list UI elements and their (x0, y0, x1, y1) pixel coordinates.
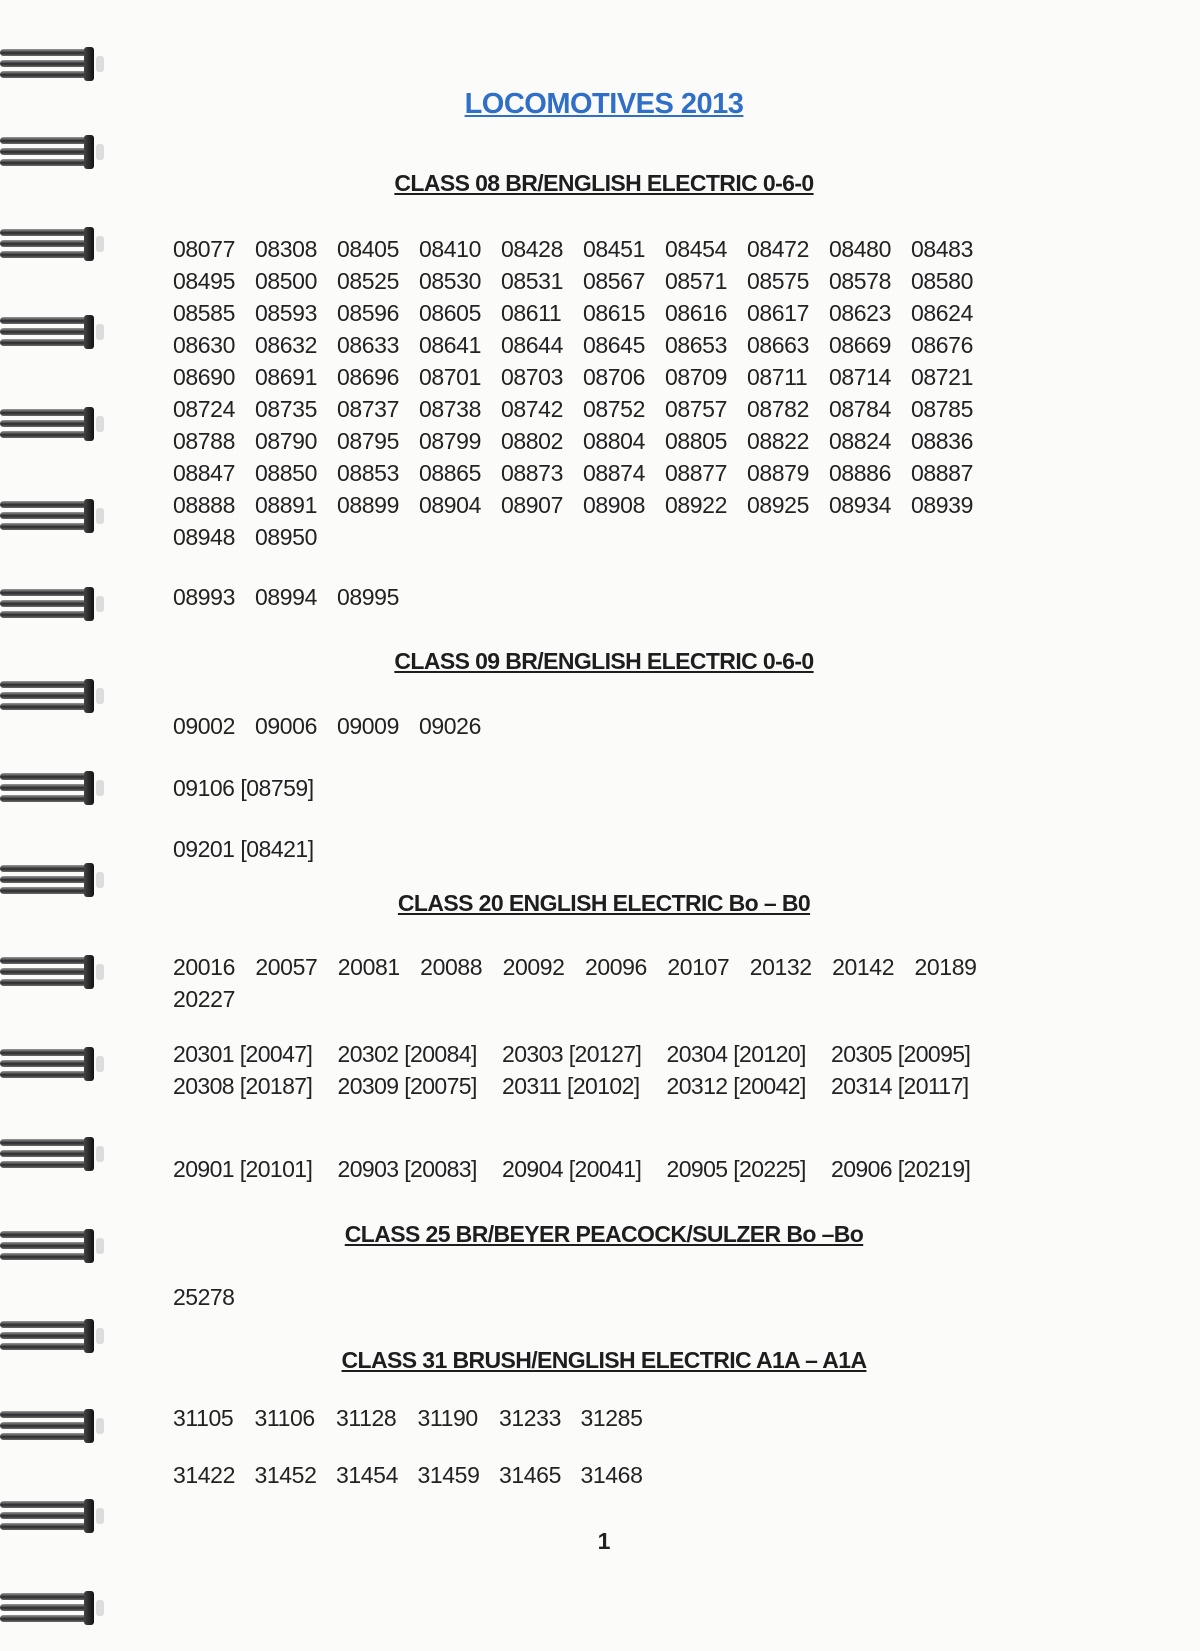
loco-number: 08701 (419, 364, 481, 390)
loco-number: 31106 (254, 1405, 315, 1431)
loco-number: 08571 (665, 268, 727, 294)
loco-number: 08742 (501, 396, 563, 422)
loco-number: 08593 (255, 300, 317, 326)
loco-number: 08737 (337, 396, 399, 422)
loco-number: 09002 (173, 713, 235, 739)
loco-number: 08567 (583, 268, 645, 294)
loco-number: 08711 (747, 364, 808, 390)
loco-number: 08714 (829, 364, 891, 390)
loco-number: 08611 (501, 300, 562, 326)
loco-number: 08531 (501, 268, 563, 294)
loco-number: 08822 (747, 428, 809, 454)
class-20-heading: CLASS 20 ENGLISH ELECTRIC Bo – B0 (397, 890, 811, 916)
binding-ring (0, 225, 96, 261)
loco-number: 08596 (337, 300, 399, 326)
loco-number: 31105 (173, 1405, 234, 1431)
loco-number: 08410 (419, 236, 481, 262)
loco-number: 08853 (337, 460, 399, 486)
binding-ring (0, 133, 96, 169)
loco-number: 08623 (829, 300, 891, 326)
loco-number: 08995 (337, 584, 399, 610)
loco-number: 08495 (173, 268, 235, 294)
loco-number: 20308 [20187] (173, 1073, 313, 1099)
loco-number: 31285 (580, 1405, 643, 1431)
binding-ring (0, 313, 96, 349)
loco-number: 08663 (747, 332, 809, 358)
loco-number: 20903 [20083] (337, 1156, 477, 1182)
loco-number: 20081 (337, 954, 400, 980)
loco-number: 08530 (419, 268, 481, 294)
loco-number: 08993 (173, 584, 235, 610)
loco-number: 08721 (911, 364, 973, 390)
binding-ring (0, 405, 96, 441)
loco-number: 08525 (337, 268, 399, 294)
loco-number: 20904 [20041] (502, 1156, 642, 1182)
loco-number: 31452 (254, 1462, 317, 1488)
loco-number: 08077 (173, 236, 235, 262)
loco-number: 08904 (419, 492, 481, 518)
class-31-number-row-2 (173, 1461, 662, 1489)
loco-number: 08795 (337, 428, 399, 454)
page-number: 1 (597, 1528, 611, 1554)
loco-number: 08690 (173, 364, 235, 390)
loco-number: 08483 (911, 236, 973, 262)
loco-number: 20301 [20047] (173, 1041, 313, 1067)
loco-number: 08500 (255, 268, 317, 294)
loco-number: 08738 (419, 396, 481, 422)
loco-number: 08847 (173, 460, 235, 486)
class-08-heading: CLASS 08 BR/ENGLISH ELECTRIC 0-6-0 (394, 170, 814, 196)
loco-number: 08802 (501, 428, 563, 454)
loco-number: 31422 (173, 1462, 235, 1488)
loco-number: 31190 (417, 1405, 478, 1431)
loco-number: 08782 (747, 396, 809, 422)
loco-number: 08950 (255, 524, 317, 550)
class-09-number-list (173, 712, 993, 740)
loco-number: 08735 (255, 396, 317, 422)
loco-number: 08616 (665, 300, 727, 326)
loco-number: 08575 (747, 268, 809, 294)
loco-number: 08624 (911, 300, 973, 326)
loco-number: 08922 (665, 492, 727, 518)
loco-number: 20312 [20042] (666, 1073, 806, 1099)
loco-number: 20016 (173, 954, 235, 980)
loco-number: 08899 (337, 492, 399, 518)
loco-number: 08939 (911, 492, 973, 518)
loco-number: 08887 (911, 460, 973, 486)
binding-ring (0, 677, 96, 713)
class-08-number-grid (173, 235, 993, 551)
loco-number: 20088 (420, 954, 483, 980)
loco-number: 08615 (583, 300, 645, 326)
loco-number: 08934 (829, 492, 891, 518)
loco-number: 08785 (911, 396, 973, 422)
loco-number: 08994 (255, 584, 317, 610)
spiral-binding (0, 0, 110, 1651)
loco-number: 08633 (337, 332, 399, 358)
loco-number: 20905 [20225] (666, 1156, 806, 1182)
loco-number: 08605 (419, 300, 481, 326)
class-08-extra-numbers (173, 583, 993, 611)
loco-number: 08706 (583, 364, 645, 390)
class-20-renumbered-grid (173, 1040, 996, 1100)
loco-number: 08405 (337, 236, 399, 262)
loco-number: 20303 [20127] (502, 1041, 642, 1067)
loco-number: 31233 (499, 1405, 561, 1431)
loco-number: 08790 (255, 428, 317, 454)
loco-number: 08578 (829, 268, 891, 294)
loco-number: 20311 [20102] (502, 1073, 640, 1099)
loco-number: 08709 (665, 364, 727, 390)
loco-number: 08724 (173, 396, 235, 422)
loco-number: 08617 (747, 300, 809, 326)
binding-ring (0, 1589, 96, 1625)
loco-number: 08757 (665, 396, 727, 422)
loco-number: 31459 (417, 1462, 480, 1488)
binding-ring (0, 45, 96, 81)
class-09-heading: CLASS 09 BR/ENGLISH ELECTRIC 0-6-0 (394, 648, 814, 674)
binding-ring (0, 1045, 96, 1081)
loco-number: 08874 (583, 460, 645, 486)
loco-number: 08451 (583, 236, 645, 262)
loco-number: 08676 (911, 332, 973, 358)
loco-number: 20304 [20120] (666, 1041, 806, 1067)
loco-number: 09009 (337, 713, 399, 739)
loco-number: 08691 (255, 364, 317, 390)
loco-number: 08645 (583, 332, 645, 358)
loco-number: 08879 (747, 460, 809, 486)
loco-number: 08804 (583, 428, 645, 454)
loco-number: 31128 (336, 1405, 397, 1431)
loco-number: 08641 (419, 332, 481, 358)
loco-number: 08886 (829, 460, 891, 486)
binding-ring (0, 1407, 96, 1443)
loco-number: 20227 (173, 986, 235, 1012)
loco-number: 20314 [20117] (831, 1073, 969, 1099)
loco-number: 20142 (832, 954, 895, 980)
class-31-number-row-1 (173, 1404, 662, 1432)
loco-number: 20092 (502, 954, 565, 980)
loco-number: 08836 (911, 428, 973, 454)
loco-number: 20107 (667, 954, 730, 980)
loco-number: 08752 (583, 396, 645, 422)
loco-number: 09006 (255, 713, 317, 739)
loco-number: 20096 (584, 954, 647, 980)
loco-number: 20906 [20219] (831, 1156, 971, 1182)
loco-number: 31468 (580, 1462, 643, 1488)
loco-number: 08907 (501, 492, 563, 518)
loco-number: 08891 (255, 492, 317, 518)
loco-number: 08948 (173, 524, 235, 550)
loco-number: 08632 (255, 332, 317, 358)
binding-ring (0, 953, 96, 989)
loco-number: 08480 (829, 236, 891, 262)
loco-number: 08580 (911, 268, 973, 294)
loco-number: 20132 (749, 954, 812, 980)
loco-number: 08472 (747, 236, 809, 262)
loco-number: 20901 [20101] (173, 1156, 313, 1182)
loco-number: 08824 (829, 428, 891, 454)
class-20-renumbered-grid-2 (173, 1155, 996, 1183)
loco-number: 08799 (419, 428, 481, 454)
loco-number: 08908 (583, 492, 645, 518)
loco-number: 20305 [20095] (831, 1041, 971, 1067)
loco-number: 08873 (501, 460, 563, 486)
loco-number: 08308 (255, 236, 317, 262)
loco-number: 08653 (665, 332, 727, 358)
class-25-heading: CLASS 25 BR/BEYER PEACOCK/SULZER Bo –Bo (344, 1221, 864, 1247)
loco-number: 08865 (419, 460, 481, 486)
loco-number: 08630 (173, 332, 235, 358)
class-25-number: 25278 (173, 1284, 235, 1310)
loco-number: 08850 (255, 460, 317, 486)
class-20-number-grid (173, 953, 997, 1013)
loco-number: 08877 (665, 460, 727, 486)
loco-number: 08805 (665, 428, 727, 454)
binding-ring (0, 1135, 96, 1171)
loco-number: 08888 (173, 492, 235, 518)
class-09-renumbered-line-2: 09201 [08421] (173, 836, 314, 862)
loco-number: 08644 (501, 332, 563, 358)
class-09-renumbered-line: 09106 [08759] (173, 775, 314, 801)
loco-number: 20302 [20084] (337, 1041, 477, 1067)
loco-number: 20309 [20075] (337, 1073, 477, 1099)
loco-number: 08428 (501, 236, 563, 262)
loco-number: 20189 (914, 954, 977, 980)
loco-number: 08454 (665, 236, 727, 262)
loco-number: 08925 (747, 492, 809, 518)
loco-number: 08585 (173, 300, 235, 326)
binding-ring (0, 497, 96, 533)
loco-number: 09026 (419, 713, 481, 739)
loco-number: 31465 (499, 1462, 561, 1488)
loco-number: 31454 (336, 1462, 398, 1488)
loco-number: 08696 (337, 364, 399, 390)
binding-ring (0, 585, 96, 621)
loco-number: 08788 (173, 428, 235, 454)
loco-number: 08669 (829, 332, 891, 358)
loco-number: 20057 (255, 954, 318, 980)
class-31-heading: CLASS 31 BRUSH/ENGLISH ELECTRIC A1A – A1A (341, 1347, 867, 1373)
binding-ring (0, 769, 96, 805)
page-title: LOCOMOTIVES 2013 (464, 88, 744, 120)
loco-number: 08784 (829, 396, 891, 422)
loco-number: 08703 (501, 364, 563, 390)
